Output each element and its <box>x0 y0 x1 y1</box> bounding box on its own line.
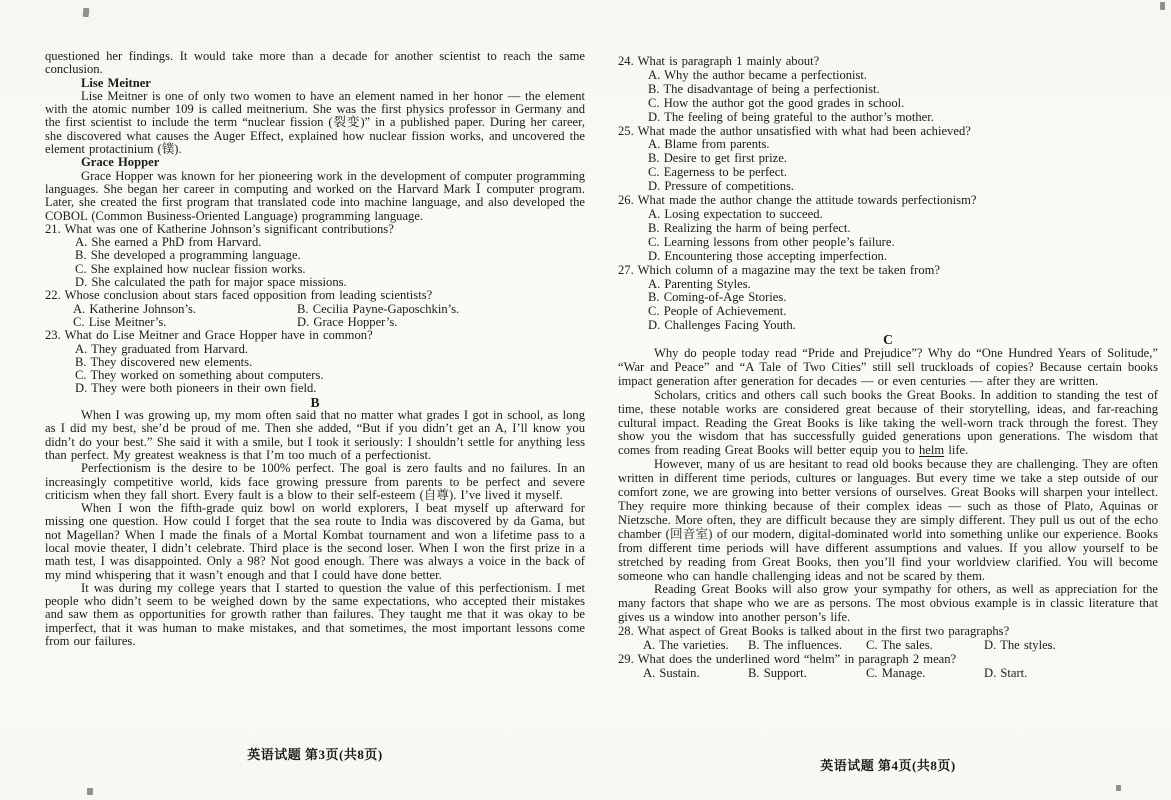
scan-artifact-top-left <box>83 8 90 18</box>
passage-section-label: C <box>883 332 893 348</box>
answer-option: C. People of Achievement. <box>648 304 787 319</box>
answer-option: A. Losing expectation to succeed. <box>648 206 823 221</box>
answer-option: A. They graduated from Harvard. <box>75 341 249 356</box>
answer-option: B. They discovered new elements. <box>75 354 253 369</box>
paragraph: Grace Hopper was known for her pioneering work in the development of computer programming languages. She began her career in computing and worked on the Harvard Mark Ⅰ computer program. Later, she created the first program that translated code into machine language, and also developed the COBOL (Common Business-Oriented Language) programming language. <box>45 168 585 223</box>
question-stem: 22. Whose conclusion about stars faced opposition from leading scientists? <box>45 288 433 303</box>
question-stem: 23. What do Lise Meitner and Grace Hopper have in common? <box>45 328 373 343</box>
subsection-heading: Grace Hopper <box>81 155 160 170</box>
answer-option: D. Pressure of competitions. <box>648 179 795 194</box>
question <box>45 329 585 395</box>
question <box>618 194 1158 264</box>
question <box>618 55 1158 125</box>
answer-option: C. Lise Meitner’s. <box>73 314 167 329</box>
answer-options <box>618 138 1158 194</box>
answer-option: B. She developed a programming language. <box>75 248 301 263</box>
scan-artifact-bottom-right <box>1116 785 1121 791</box>
paragraph: When I won the fifth-grade quiz bowl on world explorers, I beat myself up afterward for missing one question. How could I forget that the sea route to India was discovered by da Gama, but not Magellan? When I made the finals of a Mortal Kombat tournament and won a lifetime pass to a local movie theater, I didn’t celebrate. Third place is the second loser. When I won the first prize in a math test, I was disappointed. Only a 98? Not good enough. There was always a voice in the back of my mind whispering that it wasn’t enough and that I could have done better. <box>45 501 585 582</box>
paragraph: questioned her findings. It would take more than a decade for another scientist to reach the same conclusion. <box>45 49 585 77</box>
question <box>618 625 1158 653</box>
answer-option: B. Desire to get first prize. <box>648 151 787 166</box>
answer-option: A. Sustain. <box>643 665 700 680</box>
answer-options <box>618 639 1158 653</box>
answer-option: D. Encountering those accepting imperfection. <box>648 248 888 263</box>
paragraph: Perfectionism is the desire to be 100% perfect. The goal is zero faults and no failures. In an increasingly competitive world, kids face growing pressure from parents to be perfect and severe criticism when they fall short. Every fault is a blow to their self-esteem (自尊). I’ve lived it myself. <box>45 461 585 502</box>
underlined-word: helm <box>919 443 945 458</box>
answer-options <box>618 667 1158 681</box>
answer-option: C. She explained how nuclear fission works. <box>75 261 306 276</box>
answer-option: D. Challenges Facing Youth. <box>648 318 796 333</box>
answer-option: D. Start. <box>984 665 1028 680</box>
paragraph: It was during my college years that I started to question the value of this perfectionism. I met people who didn’t seem to be weighed down by the same expectations, who accepted their mistakes and saw them as opportunities for growth rather than failures. They taught me that it was okay to be imperfect, that it was human to make mistakes, and that sometimes, the most important lessons come from our failures. <box>45 580 585 649</box>
answer-options <box>45 236 585 289</box>
answer-option: D. The feeling of being grateful to the author’s mother. <box>648 109 934 124</box>
answer-options <box>45 343 585 396</box>
question <box>45 223 585 289</box>
answer-option: B. Realizing the harm of being perfect. <box>648 220 851 235</box>
answer-options <box>45 303 585 330</box>
paragraph: Lise Meitner is one of only two women to have an element named in her honor — the element with the atomic number 109 is called meitnerium. She was the first physics professor in Germany and the first scientist to include the term “nuclear fission (裂变)” in a published paper. During her career, she discovered what causes the Auger Effect, explained how nuclear fission works, and uncovered the element protactinium (镤). <box>45 88 585 157</box>
passage-section-label: B <box>310 394 320 410</box>
answer-option: C. Eagerness to be perfect. <box>648 165 787 180</box>
paragraph: Why do people today read “Pride and Prejudice”? Why do “One Hundred Years of Solitude,” “War and Peace” and “A Tale of Two Cities” still sell truckloads of copies? Because certain books impact generation after generation for decades — or even centuries — after they are written. <box>618 346 1158 388</box>
answer-option: A. Blame from parents. <box>648 137 770 152</box>
answer-option: B. Coming-of-Age Stories. <box>648 290 787 305</box>
answer-option: B. Support. <box>748 665 807 680</box>
question <box>618 264 1158 334</box>
answer-option: A. She earned a PhD from Harvard. <box>75 235 262 250</box>
paragraph: When I was growing up, my mom often said that no matter what grades I got in school, as long as I did my best, she’d be proud of me. Then she added, “But if you didn’t get an A, I’ll know you didn’t do your best.” She said it with a smile, but I took it seriously: I shouldn’t settle for anything less than perfect. My greatest weakness is that I’m too much of a perfectionist. <box>45 408 585 462</box>
answer-option: D. Grace Hopper’s. <box>297 314 398 329</box>
question-stem: 28. What aspect of Great Books is talked about in the first two paragraphs? <box>618 624 1010 639</box>
paragraph: Scholars, critics and others call such books the Great Books. In addition to standing the test of time, these notable works are considered great because of their storytelling, ideas, and far-reaching cultural impact. Reading the Great Books is like taking the well-worn track through the forest. They show you the wisdom that has successfully guided generations upon generations. The wisdom that comes from reading Great Books will better equip you to helm life. <box>618 387 1158 458</box>
answer-option: C. They worked on something about computers. <box>75 368 324 383</box>
answer-option: A. Parenting Styles. <box>648 276 751 291</box>
page-3-footer: 英语试题 第3页(共8页) <box>247 747 383 762</box>
answer-option: B. The disadvantage of being a perfectionist. <box>648 81 880 96</box>
page-4-column <box>618 55 1158 681</box>
answer-options <box>618 278 1158 334</box>
answer-option: A. The varieties. <box>643 638 729 653</box>
scan-artifact-bottom-left <box>87 788 93 795</box>
answer-option: D. She calculated the path for major space missions. <box>75 275 347 290</box>
question-stem: 25. What made the author unsatisfied with what had been achieved? <box>618 123 971 138</box>
page-4-footer: 英语试题 第4页(共8页) <box>820 758 956 773</box>
answer-option: C. Manage. <box>866 665 926 680</box>
answer-option: A. Katherine Johnson’s. <box>73 301 197 316</box>
answer-options <box>618 208 1158 264</box>
answer-option: C. Learning lessons from other people’s failure. <box>648 234 895 249</box>
page-3-column <box>45 50 585 648</box>
answer-options <box>618 69 1158 125</box>
question-stem: 27. Which column of a magazine may the text be taken from? <box>618 262 941 277</box>
question <box>618 653 1158 681</box>
answer-option: C. The sales. <box>866 638 933 653</box>
question-stem: 24. What is paragraph 1 mainly about? <box>618 54 820 68</box>
answer-option: B. The influences. <box>748 638 843 653</box>
question <box>45 289 585 329</box>
answer-option: D. They were both pioneers in their own field. <box>75 381 317 396</box>
answer-option: C. How the author got the good grades in school. <box>648 95 905 110</box>
scan-artifact-top-right <box>1160 2 1165 10</box>
answer-option: A. Why the author became a perfectionist. <box>648 67 868 82</box>
subsection-heading: Lise Meitner <box>81 75 151 90</box>
question-stem: 29. What does the underlined word “helm” in paragraph 2 mean? <box>618 651 957 666</box>
paragraph: Reading Great Books will also grow your sympathy for others, as well as appreciation for the many factors that shape who we are as persons. The most obvious example is in classic literature that gives us a window into another person’s life. <box>618 582 1158 625</box>
question-stem: 21. What was one of Katherine Johnson’s significant contributions? <box>45 221 394 236</box>
question-stem: 26. What made the author change the attitude towards perfectionism? <box>618 193 977 208</box>
question <box>618 125 1158 195</box>
answer-option: D. The styles. <box>984 638 1056 653</box>
paragraph: However, many of us are hesitant to read old books because they are challenging. They are often written in different time periods, cultures or languages. But every time we take a step outside of our comfort zone, we are growing into better versions of ourselves. Great Books will sharpen your intellect. They require more thinking because of their complex ideas — such as those of Plato, Aquinas or Nietzsche. More often, they are difficult because they are simply different. They pull us out of the echo chamber (回音室) of our modern, digital-dominated world into something unlike our experience. Books from different time periods will have different assumptions and values. If you allow yourself to be stretched by reading from Great Books, then you’ll find your worldview clarified. You will become someone who can handle challenging ideas and not be scared by them. <box>618 457 1158 583</box>
answer-option: B. Cecilia Payne-Gaposchkin’s. <box>297 301 460 316</box>
